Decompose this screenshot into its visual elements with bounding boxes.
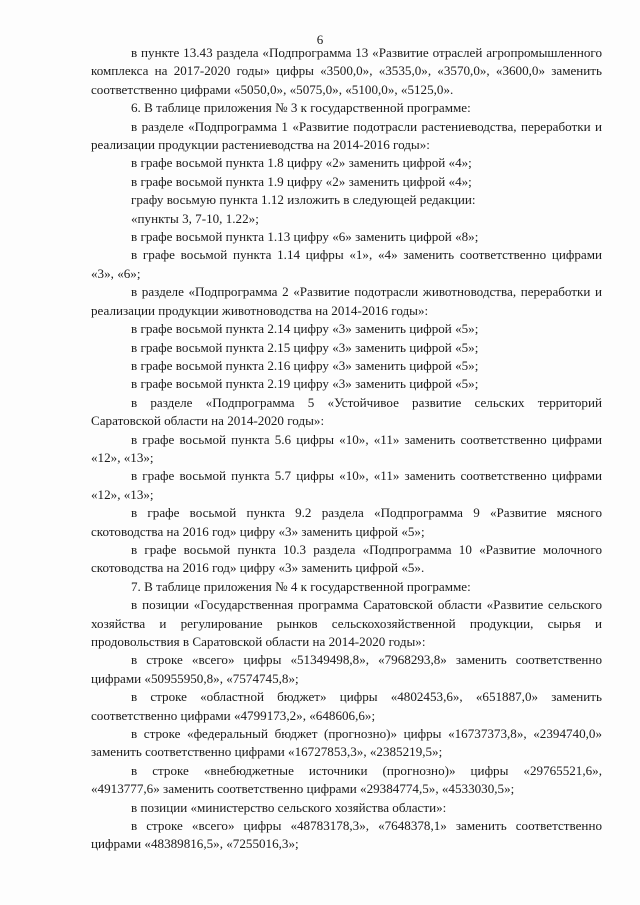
paragraph: 7. В таблице приложения № 4 к государственной программе: bbox=[131, 578, 471, 594]
paragraph: в пункте 13.43 раздела «Подпрограмма 13 «Развитие отраслей агропромышленного комплекса на 2017-2020 годы» цифры «3500,0», «3535,0», «3570,0», «3600,0» заменить соответственно цифрами «5050,0», «5075,0», «5100,0», «5125,0». bbox=[91, 45, 602, 97]
paragraph: графу восьмую пункта 1.12 изложить в следующей редакции: bbox=[131, 192, 476, 208]
page-number: 6 bbox=[316, 32, 324, 47]
paragraph: в графе восьмой пункта 5.7 цифры «10», «11» заменить соответственно цифрами «12», «13»; bbox=[91, 468, 602, 502]
paragraph: в графе восьмой пункта 9.2 раздела «Подпрограмма 9 «Развитие мясного скотоводства на 2016 год» цифру «3» заменить цифрой «5»; bbox=[91, 505, 602, 539]
document-body bbox=[91, 44, 602, 854]
paragraph: в разделе «Подпрограмма 5 «Устойчивое развитие сельских территорий Саратовской области на 2014-2020 годы»: bbox=[91, 394, 602, 429]
paragraph: в графе восьмой пункта 1.9 цифру «2» заменить цифрой «4»; bbox=[131, 173, 472, 189]
paragraph: в строке «федеральный бюджет (прогнозно)» цифры «16737373,8», «2394740,0» заменить соответственно цифрами «16727853,3», «2385219,5»; bbox=[91, 726, 602, 760]
paragraph: в графе восьмой пункта 2.19 цифру «3» заменить цифрой «5»; bbox=[131, 376, 479, 392]
paragraph: в графе восьмой пункта 5.6 цифры «10», «11» заменить соответственно цифрами «12», «13»; bbox=[91, 431, 602, 465]
paragraph: 6. В таблице приложения № 3 к государственной программе: bbox=[131, 100, 471, 116]
paragraph: «пункты 3, 7-10, 1.22»; bbox=[131, 210, 259, 226]
paragraph: в графе восьмой пункта 2.14 цифру «3» заменить цифрой «5»; bbox=[131, 321, 479, 337]
paragraph: в строке «всего» цифры «51349498,8», «7968293,8» заменить соответственно цифрами «50955950,8», «7574745,8»; bbox=[91, 652, 602, 686]
paragraph: в графе восьмой пункта 1.13 цифру «6» заменить цифрой «8»; bbox=[131, 229, 479, 245]
paragraph: в позиции «Государственная программа Саратовской области «Развитие сельского хозяйства и регулирование рынков сельскохозяйственной продукции, сырья и продовольствия в Саратовской области на 2014-2020 годы»: bbox=[91, 597, 602, 649]
paragraph: в строке «областной бюджет» цифры «4802453,6», «651887,0» заменить соответственно цифрами «4799173,2», «648606,6»; bbox=[91, 689, 602, 723]
paragraph: в позиции «министерство сельского хозяйства области»: bbox=[131, 799, 447, 815]
paragraph: в разделе «Подпрограмма 1 «Развитие подотрасли растениеводства, переработки и реализации продукции растениеводства на 2014-2016 годы»: bbox=[91, 118, 602, 153]
paragraph: в графе восьмой пункта 2.16 цифру «3» заменить цифрой «5»; bbox=[131, 357, 479, 373]
paragraph: в разделе «Подпрограмма 2 «Развитие подотрасли животноводства, переработки и реализации продукции животноводства на 2014-2016 годы»: bbox=[91, 284, 602, 318]
paragraph: в графе восьмой пункта 10.3 раздела «Подпрограмма 10 «Развитие молочного скотоводства на 2016 год» цифру «3» заменить цифрой «5». bbox=[91, 541, 602, 576]
paragraph: в строке «всего» цифры «48783178,3», «7648378,1» заменить соответственно цифрами «48389816,5», «7255016,3»; bbox=[91, 818, 602, 852]
paragraph: в графе восьмой пункта 2.15 цифру «3» заменить цифрой «5»; bbox=[131, 339, 479, 355]
paragraph: в графе восьмой пункта 1.14 цифры «1», «4» заменить соответственно цифрами «3», «6»; bbox=[91, 247, 602, 281]
paragraph: в графе восьмой пункта 1.8 цифру «2» заменить цифрой «4»; bbox=[131, 155, 472, 171]
paragraph: в строке «внебюджетные источники (прогнозно)» цифры «29765521,6», «4913777,6» заменить соответственно цифрами «29384774,5», «4533030,5»; bbox=[91, 762, 602, 797]
